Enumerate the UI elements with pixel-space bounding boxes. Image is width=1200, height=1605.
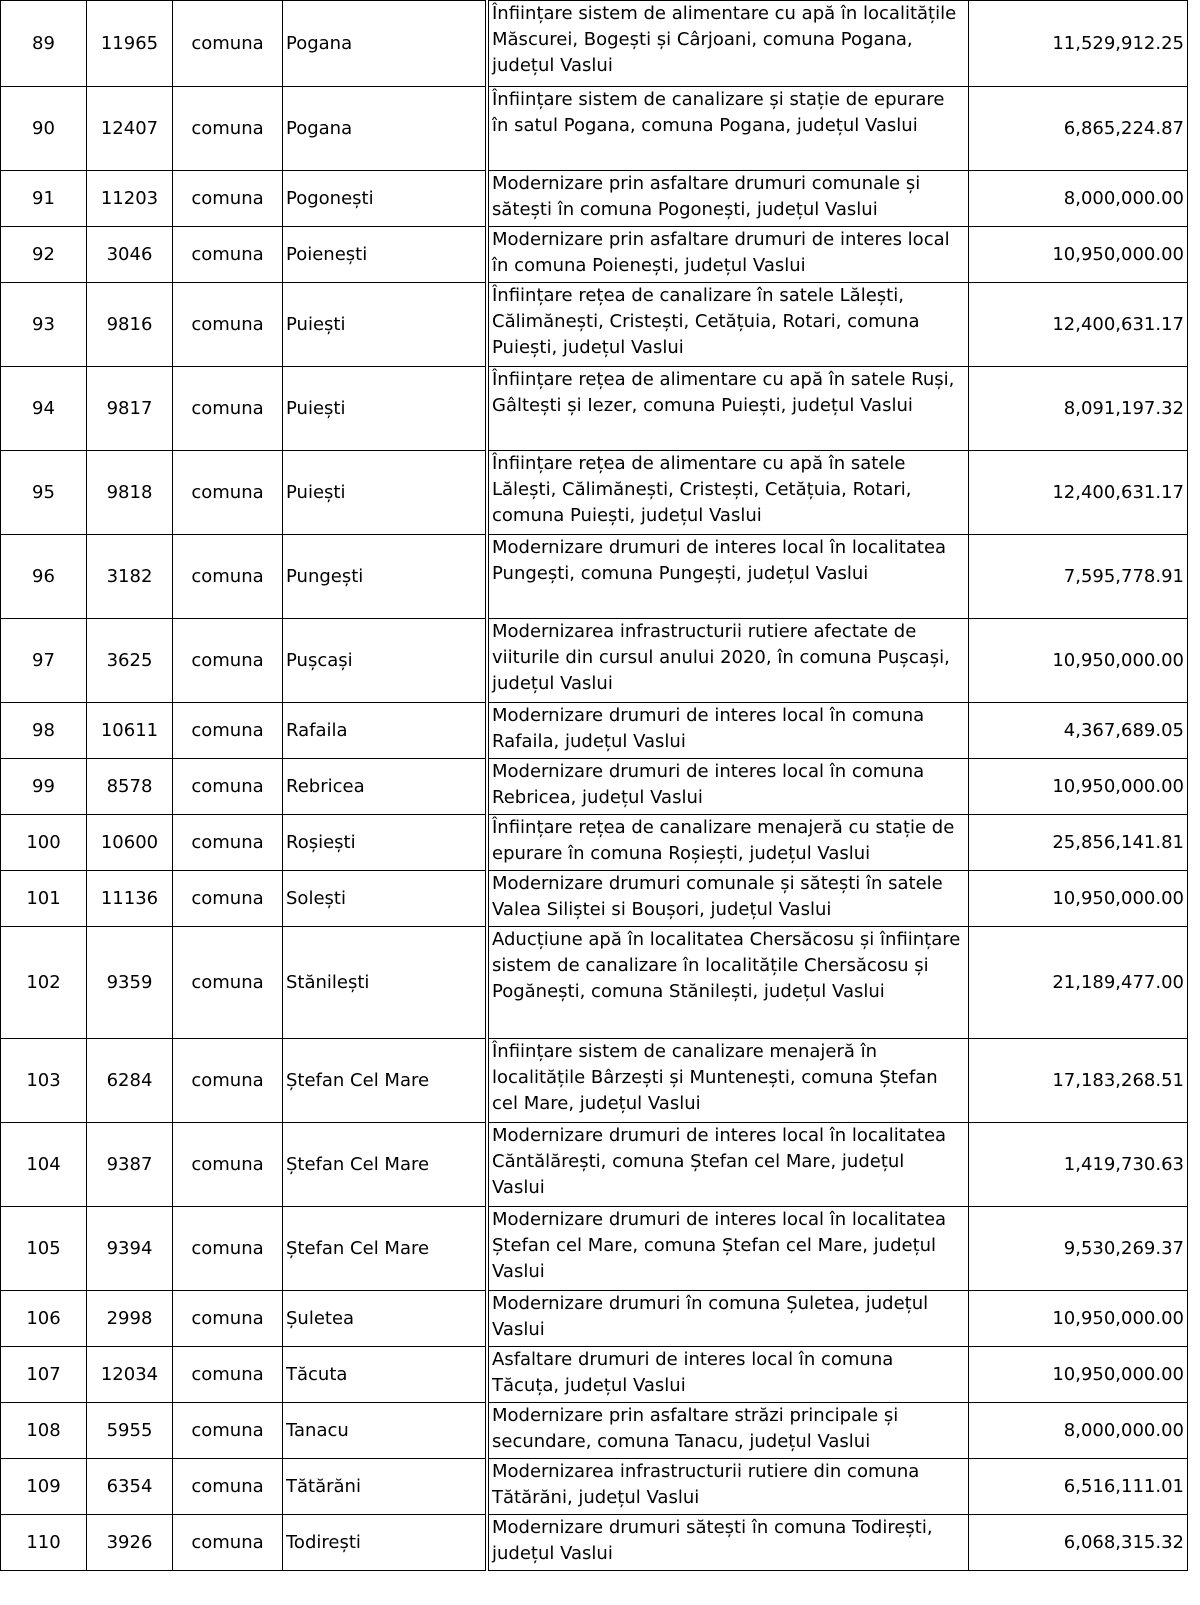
locality-cell: Pogonești xyxy=(283,171,486,227)
project-value-cell: 12,400,631.17 xyxy=(969,283,1188,367)
table-row xyxy=(1,1347,1188,1403)
project-value-cell: 12,400,631.17 xyxy=(969,451,1188,535)
project-id-cell: 3046 xyxy=(87,227,173,283)
row-number-cell: 94 xyxy=(1,367,87,451)
row-number-cell: 92 xyxy=(1,227,87,283)
unit-type-cell: comuna xyxy=(173,927,283,1039)
project-description-cell xyxy=(489,171,969,227)
project-description-cell xyxy=(489,1039,969,1123)
row-number-cell: 98 xyxy=(1,703,87,759)
row-number-cell: 101 xyxy=(1,871,87,927)
locality-cell: Ștefan Cel Mare xyxy=(283,1207,486,1291)
description-line: Înființare sistem de alimentare cu apă în localitățile xyxy=(492,3,957,24)
description-line: Modernizare drumuri comunale și sătești în satele xyxy=(492,873,943,894)
locality-cell: Stănilești xyxy=(283,927,486,1039)
project-id-cell: 9818 xyxy=(87,451,173,535)
project-id-cell: 3182 xyxy=(87,535,173,619)
locality-cell: Pușcași xyxy=(283,619,486,703)
unit-type-cell: comuna xyxy=(173,87,283,171)
row-number-cell: 91 xyxy=(1,171,87,227)
description-line: Înființare sistem de canalizare menajeră în xyxy=(492,1041,878,1062)
project-description-cell xyxy=(489,759,969,815)
description-line: Modernizare drumuri de interes local în comuna xyxy=(492,761,925,782)
locality-cell: Roșiești xyxy=(283,815,486,871)
project-id-cell: 9359 xyxy=(87,927,173,1039)
description-line: sistem de canalizare în localitățile Chersăcosu și xyxy=(492,955,929,976)
description-line: județul Vaslui xyxy=(492,55,613,76)
row-number-cell: 90 xyxy=(1,87,87,171)
row-number-cell: 105 xyxy=(1,1207,87,1291)
table-row xyxy=(1,927,1188,1039)
row-number-cell: 89 xyxy=(1,1,87,87)
project-id-cell: 12034 xyxy=(87,1347,173,1403)
locality-cell: Tăcuta xyxy=(283,1347,486,1403)
project-description-cell xyxy=(489,451,969,535)
description-line: Modernizare drumuri de interes local în localitatea xyxy=(492,1209,947,1230)
table-row xyxy=(1,367,1188,451)
table-row xyxy=(1,1291,1188,1347)
description-line: secundare, comuna Tanacu, județul Vaslui xyxy=(492,1431,871,1452)
row-number-cell: 97 xyxy=(1,619,87,703)
description-line: Înființare rețea de alimentare cu apă în satele xyxy=(492,453,906,474)
unit-type-cell: comuna xyxy=(173,815,283,871)
description-line: județul Vaslui xyxy=(492,1543,613,1564)
description-line: Tătărăni, județul Vaslui xyxy=(492,1487,700,1508)
project-id-cell: 6354 xyxy=(87,1459,173,1515)
unit-type-cell: comuna xyxy=(173,283,283,367)
unit-type-cell: comuna xyxy=(173,703,283,759)
project-id-cell: 6284 xyxy=(87,1039,173,1123)
project-id-cell: 10600 xyxy=(87,815,173,871)
unit-type-cell: comuna xyxy=(173,1347,283,1403)
description-line: Înființare rețea de canalizare menajeră cu stație de xyxy=(492,817,955,838)
description-line: Ștefan cel Mare, comuna Ștefan cel Mare, județul xyxy=(492,1235,937,1256)
table-row xyxy=(1,619,1188,703)
table-row xyxy=(1,87,1188,171)
project-value-cell: 10,950,000.00 xyxy=(969,871,1188,927)
project-description-cell xyxy=(489,1,969,87)
project-description-cell xyxy=(489,815,969,871)
project-value-cell: 1,419,730.63 xyxy=(969,1123,1188,1207)
table-row xyxy=(1,227,1188,283)
row-number-cell: 106 xyxy=(1,1291,87,1347)
description-line: Rafaila, județul Vaslui xyxy=(492,731,686,752)
row-number-cell: 100 xyxy=(1,815,87,871)
project-value-cell: 6,865,224.87 xyxy=(969,87,1188,171)
description-line: Vaslui xyxy=(492,1261,545,1282)
project-id-cell: 2998 xyxy=(87,1291,173,1347)
locality-cell: Puiești xyxy=(283,367,486,451)
description-line: viiturile din cursul anului 2020, în comuna Pușcași, xyxy=(492,647,950,668)
project-id-cell: 10611 xyxy=(87,703,173,759)
unit-type-cell: comuna xyxy=(173,1515,283,1571)
table-row xyxy=(1,1207,1188,1291)
description-line: Valea Siliștei si Boușori, județul Vaslui xyxy=(492,899,832,920)
unit-type-cell: comuna xyxy=(173,367,283,451)
description-line: sătești în comuna Pogonești, județul Vaslui xyxy=(492,199,878,220)
description-line: Modernizare prin asfaltare străzi principale și xyxy=(492,1405,899,1426)
project-description-cell xyxy=(489,619,969,703)
project-id-cell: 11965 xyxy=(87,1,173,87)
row-number-cell: 110 xyxy=(1,1515,87,1571)
description-line: Înființare sistem de canalizare și stație de epurare xyxy=(492,89,945,110)
description-line: Înființare rețea de canalizare în satele Lălești, xyxy=(492,285,904,306)
project-description-cell xyxy=(489,927,969,1039)
project-description-cell xyxy=(489,1347,969,1403)
project-value-cell: 8,000,000.00 xyxy=(969,1403,1188,1459)
project-id-cell: 9817 xyxy=(87,367,173,451)
locality-cell: Ștefan Cel Mare xyxy=(283,1123,486,1207)
table-row xyxy=(1,871,1188,927)
description-line: Modernizarea infrastructurii rutiere afectate de xyxy=(492,621,917,642)
project-value-cell: 10,950,000.00 xyxy=(969,759,1188,815)
row-number-cell: 108 xyxy=(1,1403,87,1459)
project-value-cell: 17,183,268.51 xyxy=(969,1039,1188,1123)
row-number-cell: 102 xyxy=(1,927,87,1039)
table-row xyxy=(1,1403,1188,1459)
project-id-cell: 11203 xyxy=(87,171,173,227)
project-description-cell xyxy=(489,1123,969,1207)
unit-type-cell: comuna xyxy=(173,227,283,283)
description-line: cel Mare, județul Vaslui xyxy=(492,1093,701,1114)
project-description-cell xyxy=(489,87,969,171)
description-line: Gâltești și Iezer, comuna Puiești, județul Vaslui xyxy=(492,395,913,416)
project-description-cell xyxy=(489,367,969,451)
project-description-cell xyxy=(489,1207,969,1291)
locality-cell: Rebricea xyxy=(283,759,486,815)
project-value-cell: 4,367,689.05 xyxy=(969,703,1188,759)
description-line: Modernizarea infrastructurii rutiere din comuna xyxy=(492,1461,920,1482)
description-line: Pogănești, comuna Stănilești, județul Vaslui xyxy=(492,981,885,1002)
table-row xyxy=(1,283,1188,367)
description-line: în satul Pogana, comuna Pogana, județul Vaslui xyxy=(492,115,918,136)
project-id-cell: 9394 xyxy=(87,1207,173,1291)
project-description-cell xyxy=(489,1291,969,1347)
project-description-cell xyxy=(489,703,969,759)
project-value-cell: 9,530,269.37 xyxy=(969,1207,1188,1291)
description-line: Lălești, Călimănești, Cristești, Cetățuia, Rotari, xyxy=(492,479,912,500)
description-line: localitățile Bârzești și Muntenești, comuna Ștefan xyxy=(492,1067,938,1088)
locality-cell: Todirești xyxy=(283,1515,486,1571)
table-row xyxy=(1,1039,1188,1123)
project-id-cell: 9816 xyxy=(87,283,173,367)
project-id-cell: 3926 xyxy=(87,1515,173,1571)
unit-type-cell: comuna xyxy=(173,1207,283,1291)
table-body xyxy=(1,1,1188,1571)
description-line: Rebricea, județul Vaslui xyxy=(492,787,703,808)
project-id-cell: 11136 xyxy=(87,871,173,927)
description-line: județul Vaslui xyxy=(492,673,613,694)
table-row xyxy=(1,815,1188,871)
locality-cell: Poienești xyxy=(283,227,486,283)
project-id-cell: 12407 xyxy=(87,87,173,171)
locality-cell: Pogana xyxy=(283,87,486,171)
project-id-cell: 9387 xyxy=(87,1123,173,1207)
row-number-cell: 99 xyxy=(1,759,87,815)
project-value-cell: 10,950,000.00 xyxy=(969,1347,1188,1403)
description-line: Măscurei, Bogești și Cârjoani, comuna Pogana, xyxy=(492,29,913,50)
project-value-cell: 6,068,315.32 xyxy=(969,1515,1188,1571)
row-number-cell: 96 xyxy=(1,535,87,619)
table-row xyxy=(1,171,1188,227)
table-row xyxy=(1,1459,1188,1515)
unit-type-cell: comuna xyxy=(173,759,283,815)
locality-cell: Șuletea xyxy=(283,1291,486,1347)
project-description-cell xyxy=(489,1459,969,1515)
locality-cell: Tătărăni xyxy=(283,1459,486,1515)
table-row xyxy=(1,1,1188,87)
description-line: Vaslui xyxy=(492,1319,545,1340)
project-description-cell xyxy=(489,227,969,283)
project-description-cell xyxy=(489,283,969,367)
project-description-cell xyxy=(489,535,969,619)
row-number-cell: 103 xyxy=(1,1039,87,1123)
locality-cell: Ștefan Cel Mare xyxy=(283,1039,486,1123)
locality-cell: Puiești xyxy=(283,451,486,535)
description-line: Puiești, județul Vaslui xyxy=(492,337,684,358)
project-value-cell: 10,950,000.00 xyxy=(969,619,1188,703)
description-line: comuna Puiești, județul Vaslui xyxy=(492,505,762,526)
row-number-cell: 107 xyxy=(1,1347,87,1403)
unit-type-cell: comuna xyxy=(173,619,283,703)
row-number-cell: 93 xyxy=(1,283,87,367)
description-line: Modernizare drumuri de interes local în localitatea xyxy=(492,537,947,558)
project-id-cell: 8578 xyxy=(87,759,173,815)
project-value-cell: 6,516,111.01 xyxy=(969,1459,1188,1515)
project-value-cell: 10,950,000.00 xyxy=(969,227,1188,283)
unit-type-cell: comuna xyxy=(173,871,283,927)
description-line: Aducțiune apă în localitatea Chersăcosu și înființare xyxy=(492,929,961,950)
unit-type-cell: comuna xyxy=(173,1459,283,1515)
unit-type-cell: comuna xyxy=(173,1403,283,1459)
description-line: Modernizare drumuri sătești în comuna Todirești, xyxy=(492,1517,933,1538)
description-line: Modernizare drumuri de interes local în localitatea xyxy=(492,1125,947,1146)
unit-type-cell: comuna xyxy=(173,1291,283,1347)
description-line: Tăcuța, județul Vaslui xyxy=(492,1375,686,1396)
unit-type-cell: comuna xyxy=(173,535,283,619)
project-value-cell: 7,595,778.91 xyxy=(969,535,1188,619)
project-value-cell: 21,189,477.00 xyxy=(969,927,1188,1039)
locality-cell: Pungești xyxy=(283,535,486,619)
project-value-cell: 8,091,197.32 xyxy=(969,367,1188,451)
project-value-cell: 10,950,000.00 xyxy=(969,1291,1188,1347)
description-line: Modernizare drumuri de interes local în comuna xyxy=(492,705,925,726)
description-line: Modernizare prin asfaltare drumuri de interes local xyxy=(492,229,950,250)
description-line: în comuna Poienești, județul Vaslui xyxy=(492,255,806,276)
row-number-cell: 109 xyxy=(1,1459,87,1515)
description-line: Pungești, comuna Pungești, județul Vaslui xyxy=(492,563,869,584)
table-row xyxy=(1,1515,1188,1571)
unit-type-cell: comuna xyxy=(173,171,283,227)
description-line: Vaslui xyxy=(492,1177,545,1198)
project-id-cell: 5955 xyxy=(87,1403,173,1459)
project-value-cell: 11,529,912.25 xyxy=(969,1,1188,87)
project-value-cell: 8,000,000.00 xyxy=(969,171,1188,227)
locality-cell: Pogana xyxy=(283,1,486,87)
project-value-cell: 25,856,141.81 xyxy=(969,815,1188,871)
table-row xyxy=(1,703,1188,759)
unit-type-cell: comuna xyxy=(173,1039,283,1123)
table-row xyxy=(1,535,1188,619)
description-line: Înființare rețea de alimentare cu apă în satele Ruși, xyxy=(492,369,955,390)
row-number-cell: 104 xyxy=(1,1123,87,1207)
description-line: Modernizare prin asfaltare drumuri comunale și xyxy=(492,173,921,194)
locality-cell: Tanacu xyxy=(283,1403,486,1459)
table-row xyxy=(1,1123,1188,1207)
row-number-cell: 95 xyxy=(1,451,87,535)
description-line: epurare în comuna Roșiești, județul Vaslui xyxy=(492,843,871,864)
project-description-cell xyxy=(489,1515,969,1571)
table-row xyxy=(1,451,1188,535)
locality-cell: Solești xyxy=(283,871,486,927)
locality-cell: Rafaila xyxy=(283,703,486,759)
description-line: Asfaltare drumuri de interes local în comuna xyxy=(492,1349,894,1370)
project-id-cell: 3625 xyxy=(87,619,173,703)
project-description-cell xyxy=(489,871,969,927)
description-line: Modernizare drumuri în comuna Șuletea, județul xyxy=(492,1293,929,1314)
table-row xyxy=(1,759,1188,815)
description-line: Călimănești, Cristești, Cetățuia, Rotari, comuna xyxy=(492,311,920,332)
unit-type-cell: comuna xyxy=(173,1123,283,1207)
project-description-cell xyxy=(489,1403,969,1459)
unit-type-cell: comuna xyxy=(173,1,283,87)
locality-cell: Puiești xyxy=(283,283,486,367)
description-line: Căntălărești, comuna Ștefan cel Mare, județul xyxy=(492,1151,905,1172)
unit-type-cell: comuna xyxy=(173,451,283,535)
